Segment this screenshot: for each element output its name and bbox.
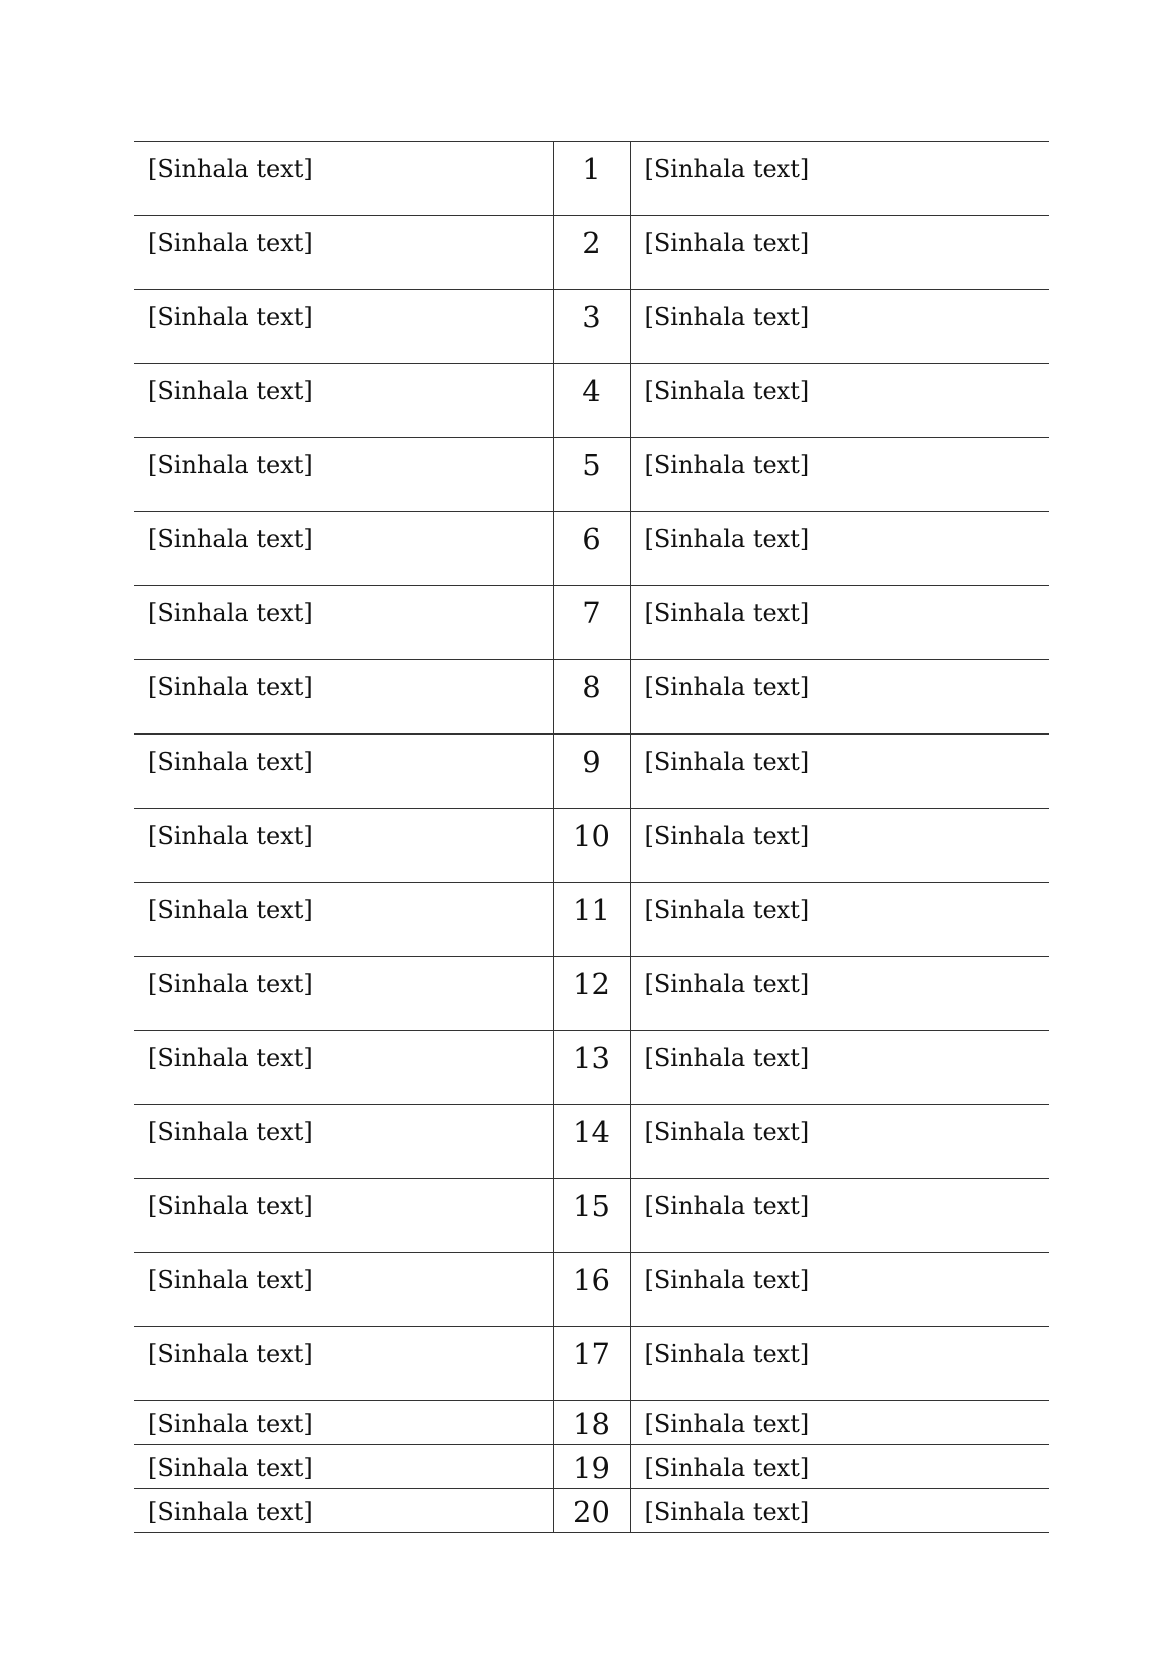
row-number: 12 (553, 957, 630, 1031)
row-number: 6 (553, 512, 630, 586)
right-cell: [Sinhala text] (630, 290, 1049, 364)
left-cell: [Sinhala text] (134, 883, 553, 957)
left-cell: [Sinhala text] (134, 809, 553, 883)
table-row (134, 438, 1049, 512)
right-cell: [Sinhala text] (630, 1179, 1049, 1253)
table-row (134, 1179, 1049, 1253)
left-cell: [Sinhala text] (134, 1489, 553, 1533)
row-number: 8 (553, 660, 630, 735)
left-cell: [Sinhala text] (134, 1253, 553, 1327)
right-cell: [Sinhala text] (630, 512, 1049, 586)
table-row (134, 290, 1049, 364)
right-cell: [Sinhala text] (630, 586, 1049, 660)
row-number: 2 (553, 216, 630, 290)
left-cell: [Sinhala text] (134, 290, 553, 364)
table-row (134, 883, 1049, 957)
row-number: 16 (553, 1253, 630, 1327)
row-number: 9 (553, 734, 630, 809)
right-cell: [Sinhala text] (630, 1105, 1049, 1179)
table-row (134, 216, 1049, 290)
row-number: 15 (553, 1179, 630, 1253)
left-cell: [Sinhala text] (134, 1445, 553, 1489)
right-cell: [Sinhala text] (630, 216, 1049, 290)
right-cell: [Sinhala text] (630, 1489, 1049, 1533)
left-cell: [Sinhala text] (134, 438, 553, 512)
row-number: 18 (553, 1401, 630, 1445)
table-row (134, 586, 1049, 660)
left-cell: [Sinhala text] (134, 512, 553, 586)
left-cell: [Sinhala text] (134, 1327, 553, 1401)
left-cell: [Sinhala text] (134, 1031, 553, 1105)
row-number: 4 (553, 364, 630, 438)
left-cell: [Sinhala text] (134, 734, 553, 809)
table-row (134, 660, 1049, 735)
right-cell: [Sinhala text] (630, 957, 1049, 1031)
row-number: 10 (553, 809, 630, 883)
table-row (134, 364, 1049, 438)
table-row (134, 1327, 1049, 1401)
right-cell: [Sinhala text] (630, 1327, 1049, 1401)
right-cell: [Sinhala text] (630, 1401, 1049, 1445)
right-cell: [Sinhala text] (630, 142, 1049, 216)
right-cell: [Sinhala text] (630, 1445, 1049, 1489)
left-cell: [Sinhala text] (134, 1179, 553, 1253)
table-row (134, 957, 1049, 1031)
row-number: 1 (553, 142, 630, 216)
table-row (134, 1489, 1049, 1533)
row-number: 3 (553, 290, 630, 364)
table-row (134, 142, 1049, 216)
right-cell: [Sinhala text] (630, 364, 1049, 438)
right-cell: [Sinhala text] (630, 809, 1049, 883)
table-row (134, 512, 1049, 586)
table-row (134, 734, 1049, 809)
row-number: 19 (553, 1445, 630, 1489)
table-row (134, 1105, 1049, 1179)
right-cell: [Sinhala text] (630, 660, 1049, 735)
left-cell: [Sinhala text] (134, 957, 553, 1031)
left-cell: [Sinhala text] (134, 1401, 553, 1445)
right-cell: [Sinhala text] (630, 883, 1049, 957)
row-number: 14 (553, 1105, 630, 1179)
row-number: 11 (553, 883, 630, 957)
table-row (134, 809, 1049, 883)
right-cell: [Sinhala text] (630, 438, 1049, 512)
right-cell: [Sinhala text] (630, 1253, 1049, 1327)
left-cell: [Sinhala text] (134, 1105, 553, 1179)
right-cell: [Sinhala text] (630, 1031, 1049, 1105)
left-cell: [Sinhala text] (134, 216, 553, 290)
left-cell: [Sinhala text] (134, 586, 553, 660)
table-row (134, 1031, 1049, 1105)
right-cell: [Sinhala text] (630, 734, 1049, 809)
left-cell: [Sinhala text] (134, 660, 553, 735)
table (134, 141, 1049, 1533)
table-row (134, 1445, 1049, 1489)
table-row (134, 1253, 1049, 1327)
row-number: 13 (553, 1031, 630, 1105)
row-number: 5 (553, 438, 630, 512)
row-number: 17 (553, 1327, 630, 1401)
left-cell: [Sinhala text] (134, 364, 553, 438)
row-number: 20 (553, 1489, 630, 1533)
row-number: 7 (553, 586, 630, 660)
table-row (134, 1401, 1049, 1445)
left-cell: [Sinhala text] (134, 142, 553, 216)
text-table (134, 141, 1049, 1533)
